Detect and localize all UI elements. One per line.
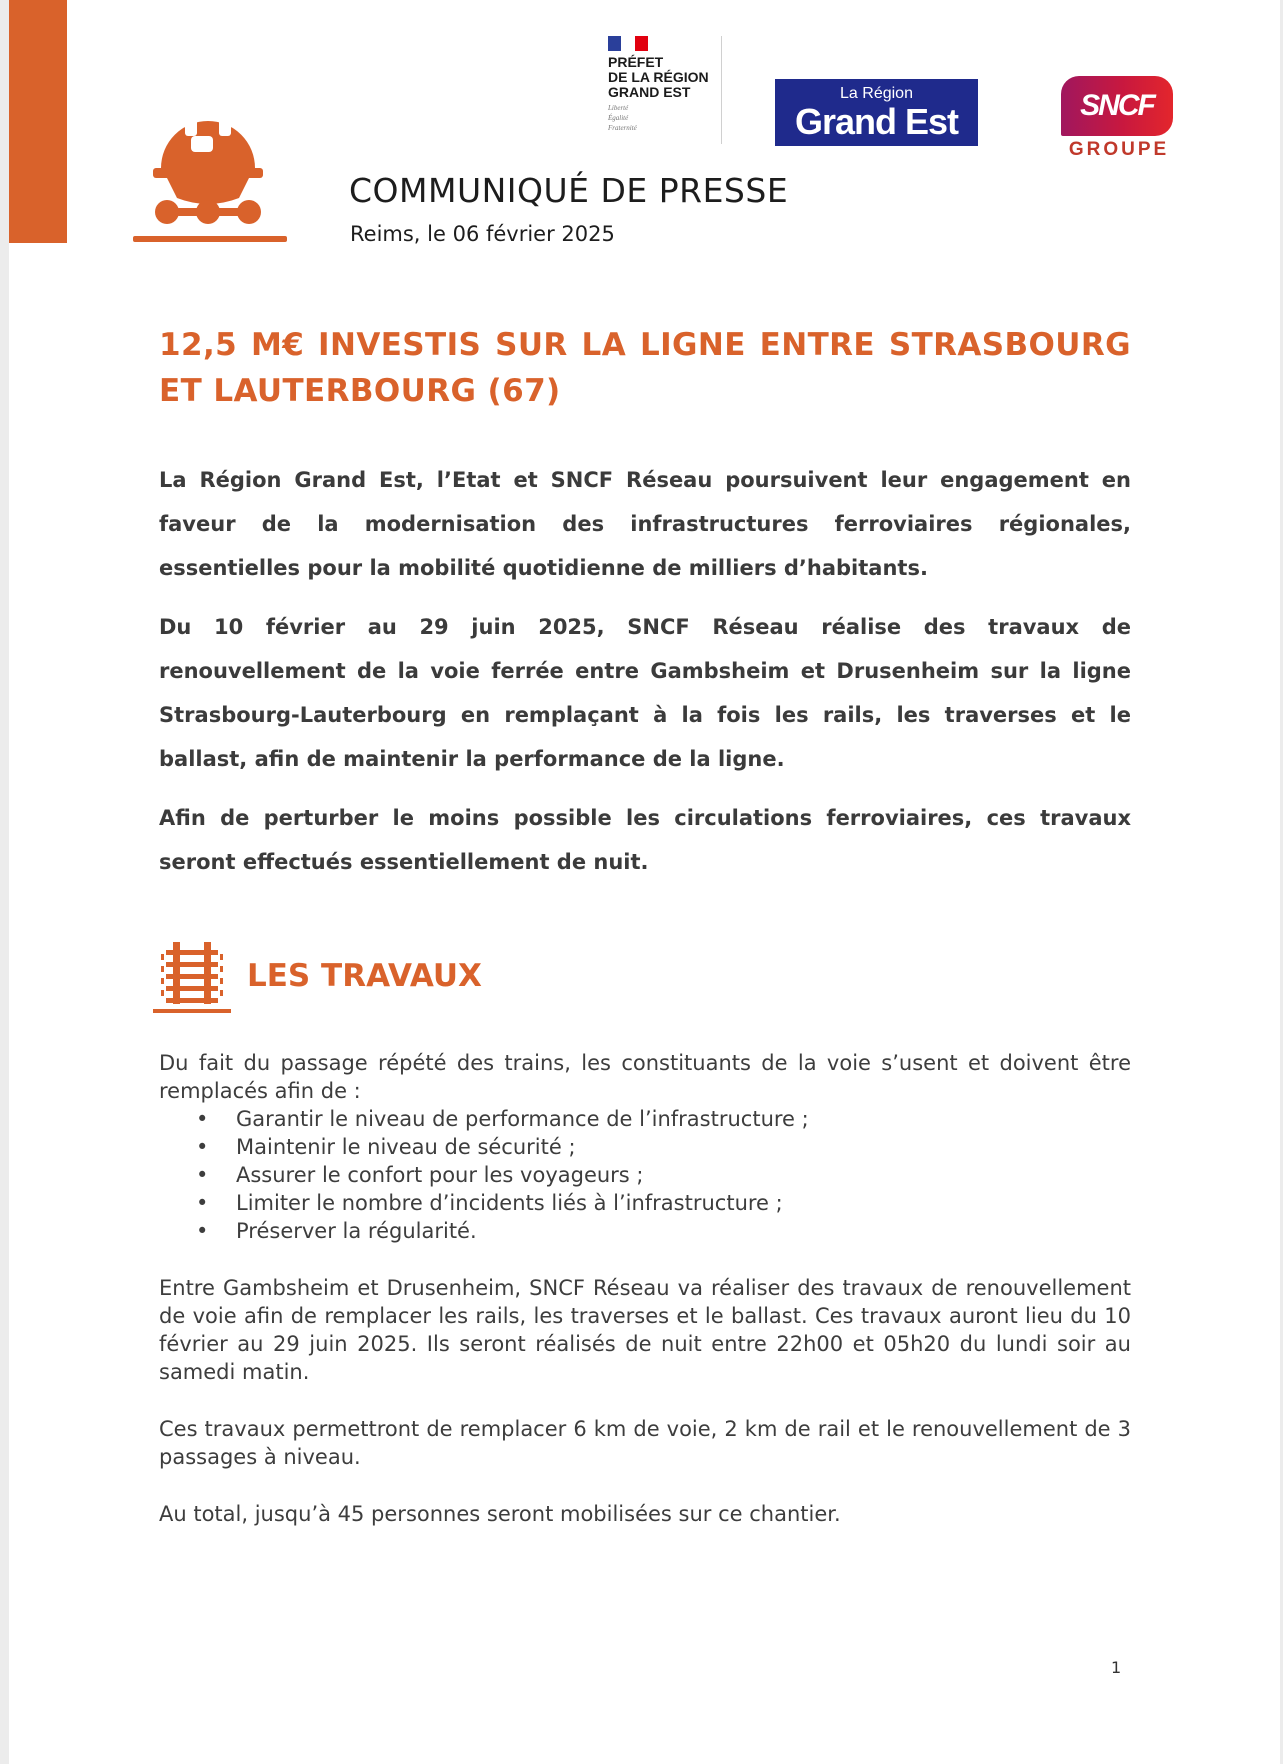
rail-track-icon: [153, 940, 231, 1014]
section-body: [159, 1049, 1131, 1528]
list-item: • Préserver la régularité.: [236, 1217, 1131, 1245]
grand-est-logo-small: La Région: [840, 85, 913, 102]
intro-paragraph: Afin de perturber le moins possible les circulations ferroviaires, ces travaux seront effectués essentiellement de nuit.: [159, 806, 1131, 874]
motto-line: Liberté: [608, 104, 629, 112]
prefet-motto: [608, 103, 728, 133]
accent-bar: [9, 0, 67, 243]
body-paragraph: Ces travaux permettront de remplacer 6 km de voie, 2 km de rail et le renouvellement de 3 passages à niveau.: [159, 1417, 1131, 1469]
section-lead: Du fait du passage répété des trains, les constituants de la voie s’usent et doivent être remplacés afin de :: [159, 1051, 1131, 1103]
document-date: Reims, le 06 février 2025: [350, 222, 615, 246]
section-title: LES TRAVAUX: [247, 958, 482, 994]
press-release-page: [9, 0, 1280, 1764]
section-heading: [153, 940, 553, 1014]
intro-paragraph: La Région Grand Est, l’Etat et SNCF Réseau poursuivent leur engagement en faveur de la modernisation des infrastructures ferroviaires régionales, essentielles pour la mobilité quotidienne de milliers d’habitants.: [159, 468, 1131, 580]
logo-divider: [721, 36, 722, 144]
helmet-icon: [123, 98, 293, 248]
prefet-name-line: PRÉFET: [608, 54, 664, 70]
prefet-logo: [608, 36, 728, 142]
page-number: 1: [1111, 1658, 1122, 1677]
sncf-mark: SNCF: [1061, 76, 1173, 136]
bullet-list: [159, 1105, 1131, 1245]
sncf-groupe-label: GROUPE: [1068, 139, 1170, 160]
prefet-name-line: DE LA RÉGION: [608, 69, 709, 85]
list-item: • Assurer le confort pour les voyageurs ;: [236, 1161, 1131, 1189]
body-paragraph: Au total, jusqu’à 45 personnes seront mobilisées sur ce chantier.: [159, 1502, 841, 1526]
motto-line: Égalité: [608, 114, 629, 122]
sncf-logo: [1061, 76, 1177, 166]
list-item: • Garantir le niveau de performance de l’infrastructure ;: [236, 1105, 1131, 1133]
grand-est-logo: [775, 79, 978, 146]
intro-text: [159, 458, 1131, 899]
intro-paragraph: Du 10 février au 29 juin 2025, SNCF Réseau réalise des travaux de renouvellement de la voie ferrée entre Gambsheim et Drusenheim sur la ligne Strasbourg-Lauterbourg en remplaçant à la fois les rails, les traverses et le ballast, afin de maintenir la performance de la ligne.: [159, 615, 1131, 771]
page-title: 12,5 M€ INVESTIS SUR LA LIGNE ENTRE STRASBOURG ET LAUTERBOURG (67): [159, 327, 1131, 409]
body-paragraph: Entre Gambsheim et Drusenheim, SNCF Réseau va réaliser des travaux de renouvellement de voie afin de remplacer les rails, les traverses et le ballast. Ces travaux auront lieu du 10 février au 29 juin 2025. Ils seront réalisés de nuit entre 22h00 et 05h20 du lundi soir au samedi matin.: [159, 1276, 1131, 1384]
grand-est-logo-big: Grand Est: [794, 101, 959, 142]
list-item: • Maintenir le niveau de sécurité ;: [236, 1133, 1131, 1161]
list-item: • Limiter le nombre d’incidents liés à l’infrastructure ;: [236, 1189, 1131, 1217]
document-type: COMMUNIQUÉ DE PRESSE: [349, 171, 789, 210]
french-flag-icon: [608, 36, 648, 51]
prefet-name-line: GRAND EST: [608, 84, 691, 100]
motto-line: Fraternité: [608, 124, 637, 132]
